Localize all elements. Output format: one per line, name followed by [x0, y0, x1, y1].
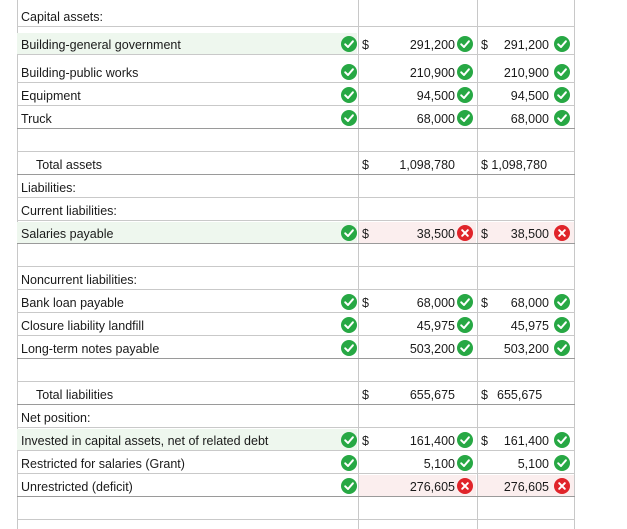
- row-label: Invested in capital assets, net of related debt: [21, 434, 269, 448]
- currency-symbol: $: [481, 434, 488, 448]
- row-label: Current liabilities:: [21, 204, 117, 218]
- correct-check-icon: [341, 110, 357, 126]
- table-row: [17, 291, 575, 313]
- currency-symbol: $: [362, 296, 369, 310]
- correct-check-icon: [341, 87, 357, 103]
- row-label: Restricted for salaries (Grant): [21, 457, 185, 471]
- currency-symbol: $: [362, 434, 369, 448]
- blank-row: [17, 498, 575, 520]
- section-heading-current-liabilities: [17, 199, 575, 221]
- row-label: Liabilities:: [21, 181, 76, 195]
- table-row: [17, 107, 575, 129]
- amount-input[interactable]: 45,975: [416, 319, 455, 333]
- correct-check-icon: [457, 432, 473, 448]
- amount-input[interactable]: 94,500: [416, 89, 455, 103]
- correct-check-icon: [341, 455, 357, 471]
- amount-input[interactable]: 38,500: [510, 227, 549, 241]
- table-row: [17, 222, 575, 244]
- correct-check-icon: [457, 36, 473, 52]
- amount-input[interactable]: 276,605: [503, 480, 549, 494]
- blank-row: [17, 360, 575, 382]
- row-label: Long-term notes payable: [21, 342, 160, 356]
- blank-row: [17, 130, 575, 152]
- amount-value: $ 1,098,780: [481, 158, 548, 172]
- section-heading-net-position: [17, 406, 575, 428]
- row-label: Total assets: [36, 158, 103, 172]
- currency-symbol: $: [362, 227, 369, 241]
- correct-check-icon: [457, 110, 473, 126]
- row-label: Net position:: [21, 411, 91, 425]
- table-row: [17, 61, 575, 83]
- correct-check-icon: [341, 317, 357, 333]
- amount-input[interactable]: 94,500: [510, 89, 549, 103]
- amount-input[interactable]: 210,900: [409, 66, 455, 80]
- currency-symbol: $: [362, 388, 369, 402]
- correct-check-icon: [341, 36, 357, 52]
- table-row: [17, 475, 575, 497]
- correct-check-icon: [457, 317, 473, 333]
- correct-check-icon: [554, 110, 570, 126]
- row-label: Unrestricted (deficit): [21, 480, 133, 494]
- table-row: [17, 452, 575, 474]
- incorrect-x-icon: [554, 225, 570, 241]
- correct-check-icon: [457, 64, 473, 80]
- correct-check-icon: [554, 294, 570, 310]
- row-label: Salaries payable: [21, 227, 114, 241]
- correct-check-icon: [457, 340, 473, 356]
- correct-check-icon: [341, 478, 357, 494]
- row-label: Closure liability landfill: [21, 319, 144, 333]
- row-label: Bank loan payable: [21, 296, 124, 310]
- correct-check-icon: [554, 36, 570, 52]
- amount-input[interactable]: 5,100: [423, 457, 455, 471]
- incorrect-x-icon: [457, 478, 473, 494]
- currency-symbol: $: [362, 38, 369, 52]
- currency-symbol: $: [481, 227, 488, 241]
- currency-symbol: $: [362, 158, 369, 172]
- table-row-total: [17, 153, 575, 175]
- row-label: Building-public works: [21, 66, 139, 80]
- row-label: Truck: [21, 112, 52, 126]
- correct-check-icon: [554, 432, 570, 448]
- amount-input[interactable]: 68,000: [510, 296, 549, 310]
- correct-check-icon: [554, 340, 570, 356]
- table-row: [17, 314, 575, 336]
- row-label: Equipment: [21, 89, 81, 103]
- correct-check-icon: [341, 294, 357, 310]
- amount-input[interactable]: 68,000: [416, 296, 455, 310]
- section-heading-noncurrent-liabilities: [17, 268, 575, 290]
- section-heading-capital-assets: [17, 5, 575, 27]
- amount-value: 655,675: [497, 388, 543, 402]
- table-row: [17, 429, 575, 451]
- amount-input[interactable]: 291,200: [409, 38, 455, 52]
- amount-input[interactable]: 38,500: [416, 227, 455, 241]
- balance-sheet-table: [17, 0, 575, 529]
- amount-input[interactable]: 503,200: [409, 342, 455, 356]
- currency-symbol: $: [481, 296, 488, 310]
- amount-input[interactable]: 161,400: [409, 434, 455, 448]
- amount-input[interactable]: 68,000: [416, 112, 455, 126]
- amount-input[interactable]: 503,200: [503, 342, 549, 356]
- amount-input[interactable]: 161,400: [503, 434, 549, 448]
- correct-check-icon: [554, 455, 570, 471]
- correct-check-icon: [554, 317, 570, 333]
- amount-value: 655,675: [409, 388, 455, 402]
- correct-check-icon: [457, 87, 473, 103]
- table-row-total: [17, 383, 575, 405]
- table-row: [17, 84, 575, 106]
- correct-check-icon: [457, 455, 473, 471]
- table-row: [17, 337, 575, 359]
- blank-row: [17, 245, 575, 267]
- row-label: Capital assets:: [21, 10, 103, 24]
- table-row: [17, 33, 575, 55]
- row-label: Total liabilities: [36, 388, 114, 402]
- correct-check-icon: [341, 225, 357, 241]
- row-label: Building-general government: [21, 38, 181, 52]
- amount-input[interactable]: 276,605: [409, 480, 455, 494]
- row-label: Noncurrent liabilities:: [21, 273, 138, 287]
- correct-check-icon: [554, 64, 570, 80]
- amount-input[interactable]: 45,975: [510, 319, 549, 333]
- incorrect-x-icon: [554, 478, 570, 494]
- correct-check-icon: [457, 294, 473, 310]
- amount-input[interactable]: 210,900: [503, 66, 549, 80]
- currency-symbol: $: [481, 38, 488, 52]
- correct-check-icon: [341, 64, 357, 80]
- correct-check-icon: [341, 432, 357, 448]
- amount-input[interactable]: 68,000: [510, 112, 549, 126]
- correct-check-icon: [554, 87, 570, 103]
- amount-input[interactable]: 291,200: [503, 38, 549, 52]
- section-heading-liabilities: [17, 176, 575, 198]
- correct-check-icon: [341, 340, 357, 356]
- amount-input[interactable]: 5,100: [517, 457, 549, 471]
- incorrect-x-icon: [457, 225, 473, 241]
- currency-symbol: $: [481, 388, 488, 402]
- amount-value: 1,098,780: [399, 158, 455, 172]
